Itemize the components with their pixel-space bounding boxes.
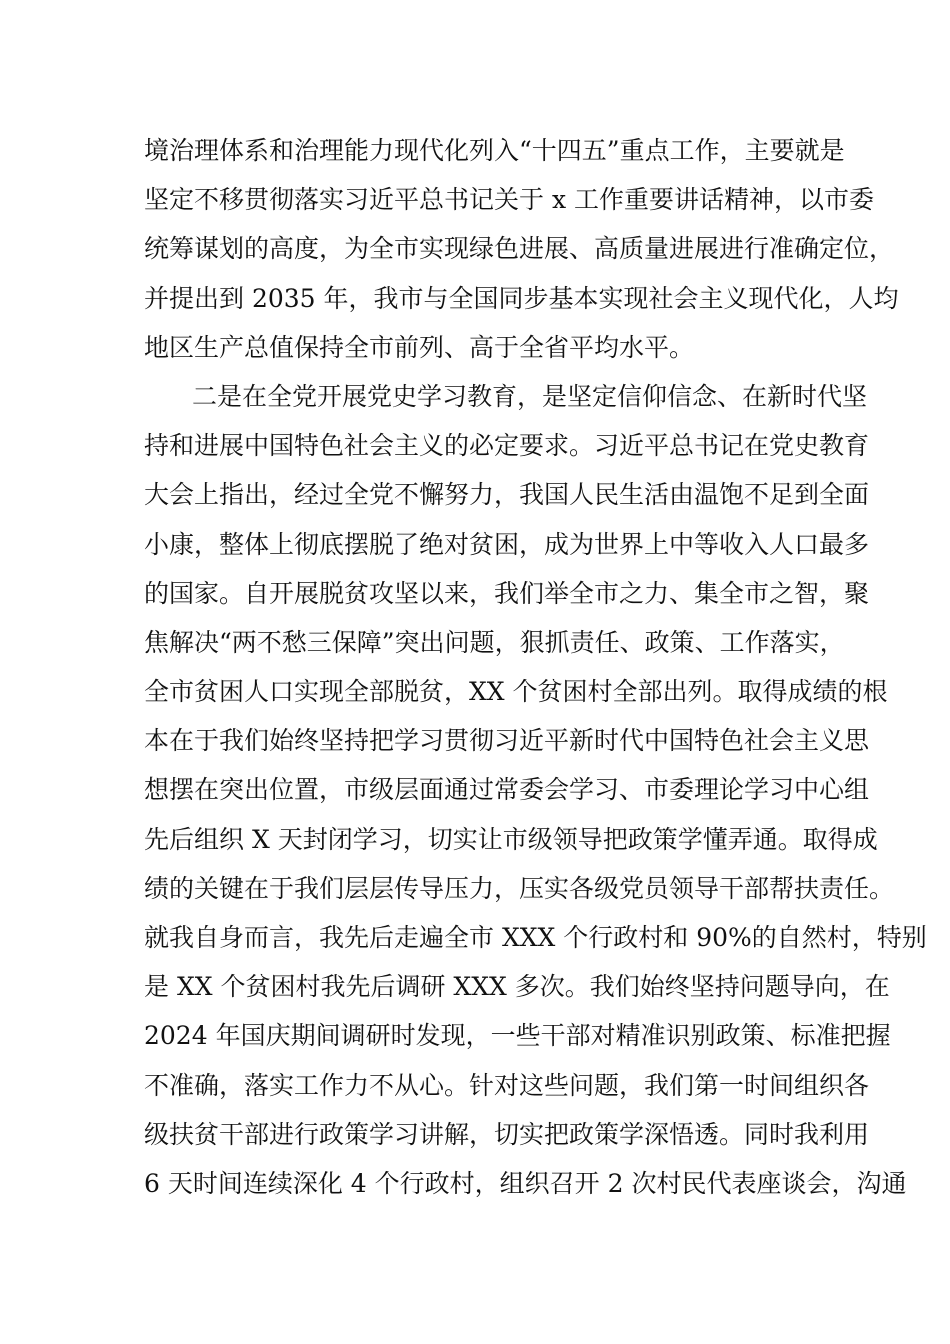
text-line: 境治理体系和治理能力现代化列入“十四五”重点工作，主要就是 xyxy=(144,136,845,165)
text-line: 地区生产总值保持全市前列、高于全省平均水平。 xyxy=(144,332,695,362)
text-line: 小康，整体上彻底摆脱了绝对贫困，成为世界上中等收入人口最多 xyxy=(144,529,870,559)
text-line: 本在于我们始终坚持把学习贯彻习近平新时代中国特色社会主义思 xyxy=(144,726,870,756)
text-line: 级扶贫干部进行政策学习讲解，切实把政策学深悟透。同时我利用 xyxy=(144,1119,870,1149)
text-line: 绩的关键在于我们层层传导压力，压实各级党员领导干部帮扶责任。 xyxy=(144,873,895,903)
text-line: 统筹谋划的高度，为全市实现绿色进展、高质量进展进行准确定位， xyxy=(144,234,895,264)
text-line: 是 XX 个贫困村我先后调研 XXX 多次。我们始终坚持问题导向，在 xyxy=(144,972,890,1002)
text-line: 坚定不移贯彻落实习近平总书记关于 x 工作重要讲话精神，以市委 xyxy=(144,185,874,215)
paragraph-1 xyxy=(144,126,899,372)
text-line: 的国家。自开展脱贫攻坚以来，我们举全市之力、集全市之智，聚 xyxy=(144,578,870,608)
text-line: 不准确，落实工作力不从心。针对这些问题，我们第一时间组织各 xyxy=(144,1070,870,1100)
text-line: 持和进展中国特色社会主义的必定要求。习近平总书记在党史教育 xyxy=(144,431,870,461)
document-body xyxy=(144,126,927,1208)
text-line: 焦解决“两不愁三保障”突出问题，狠抓责任、政策、工作落实， xyxy=(144,627,845,657)
text-line: 并提出到 2035 年，我市与全国同步基本实现社会主义现代化，人均 xyxy=(144,283,899,313)
text-line: 先后组织 X 天封闭学习，切实让市级领导把政策学懂弄通。取得成 xyxy=(144,824,878,854)
text-line: 想摆在突出位置，市级层面通过常委会学习、市委理论学习中心组 xyxy=(144,775,870,805)
paragraph-2 xyxy=(144,372,927,1208)
text-line: 全市贫困人口实现全部脱贫，XX 个贫困村全部出列。取得成绩的根 xyxy=(144,677,888,707)
text-line: 大会上指出，经过全党不懈努力，我国人民生活由温饱不足到全面 xyxy=(144,480,870,510)
text-line: 二是在全党开展党史学习教育，是坚定信仰信念、在新时代坚 xyxy=(192,381,868,411)
text-line: 6 天时间连续深化 4 个行政村，组织召开 2 次村民代表座谈会，沟通 xyxy=(144,1168,907,1198)
text-line: 2024 年国庆期间调研时发现，一些干部对精准识别政策、标准把握 xyxy=(144,1021,891,1051)
text-line: 就我自身而言，我先后走遍全市 XXX 个行政村和 90%的自然村，特别 xyxy=(144,923,927,952)
